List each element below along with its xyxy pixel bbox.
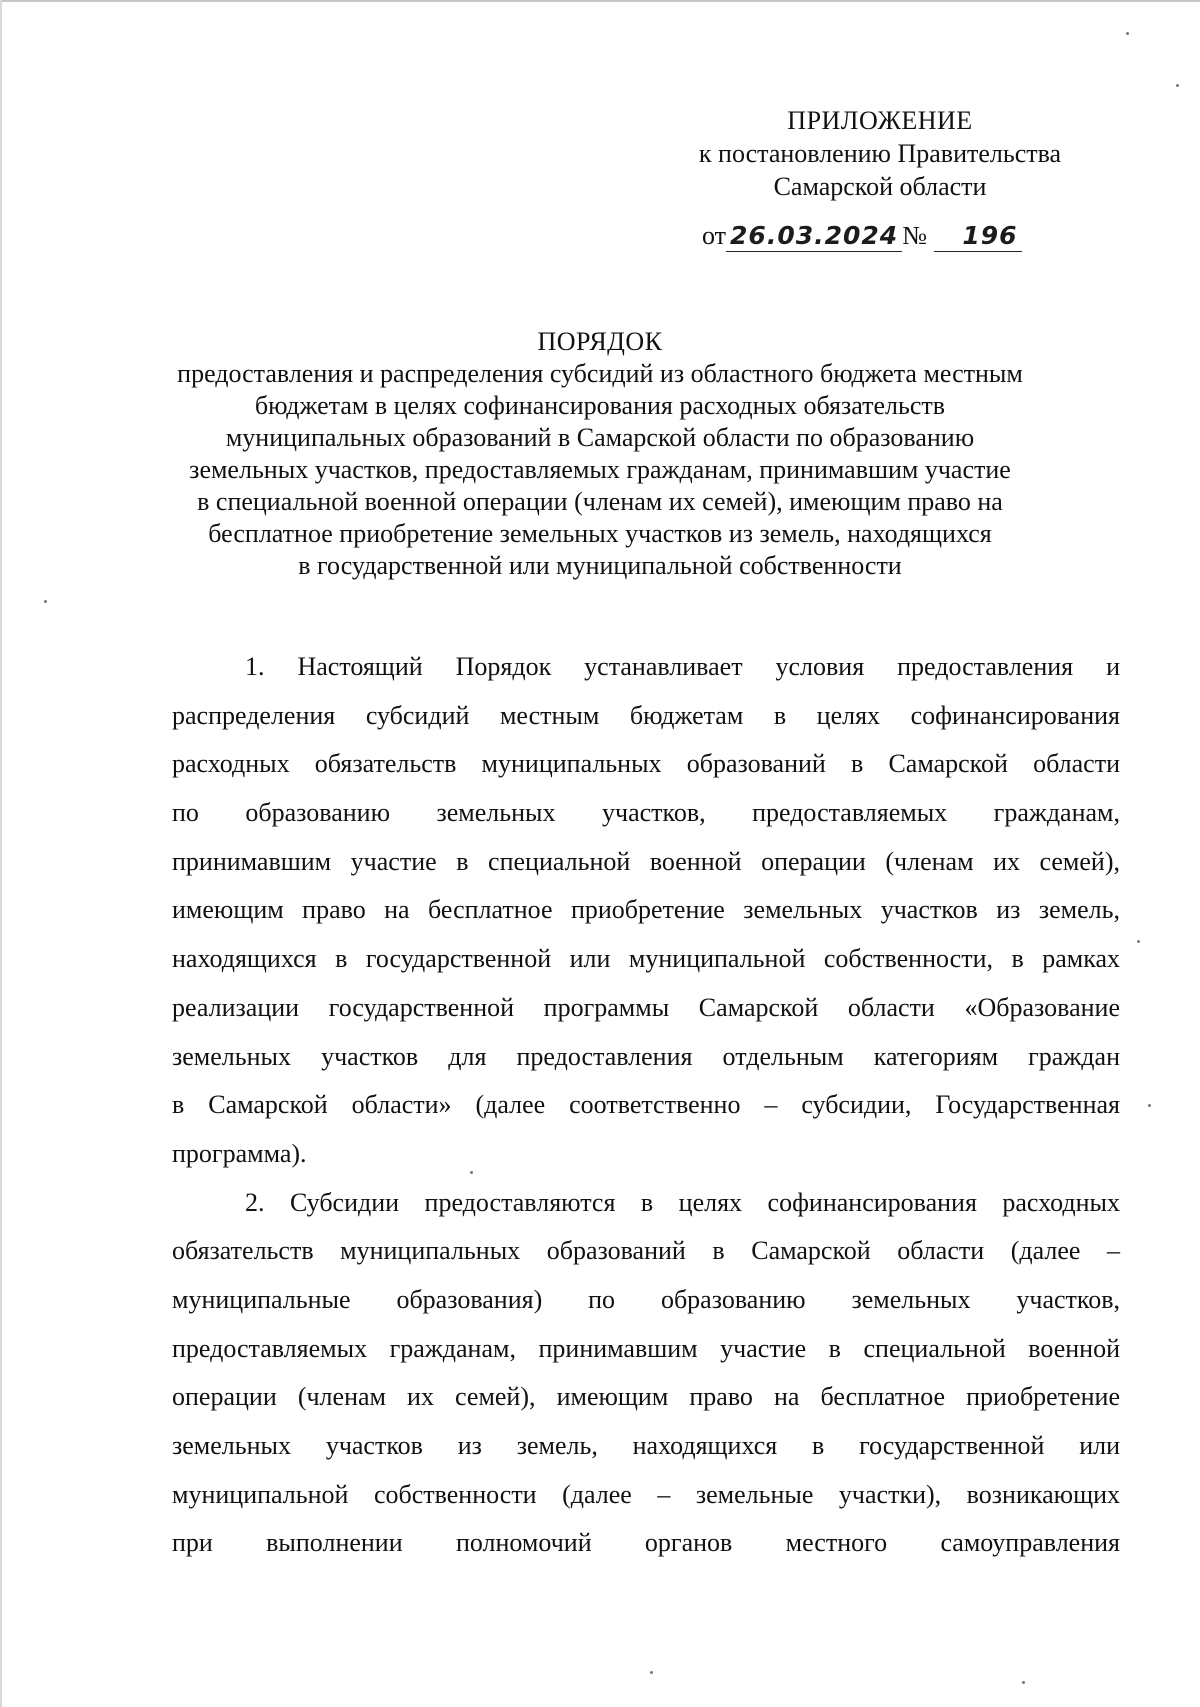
document-title-line: предоставления и распределения субсидий из областного бюджета местным: [177, 359, 1023, 388]
document-title-line: земельных участков, предоставляемых гражданам, принимавшим участие: [189, 455, 1011, 484]
document-body: [172, 643, 1120, 1568]
document-title-line: муниципальных образований в Самарской области по образованию: [225, 423, 975, 452]
paragraph-line: в Самарской области» (далее соответственно – субсидии, Государственная: [172, 1090, 1120, 1120]
scan-top-edge: [0, 0, 1200, 2]
resolution-date-number: [702, 221, 1022, 252]
paragraph-line: принимавшим участие в специальной военной операции (членам их семей),: [172, 846, 1120, 876]
paragraph-line: предоставляемых гражданам, принимавшим участие в специальной военной: [172, 1333, 1120, 1363]
paragraph-line: имеющим право на бесплатное приобретение земельных участков из земель,: [172, 895, 1120, 925]
paragraph-line: 1. Настоящий Порядок устанавливает условия предоставления и: [245, 652, 1120, 681]
paragraph-line: земельных участков для предоставления отдельным категориям граждан: [172, 1041, 1120, 1071]
paragraph-line: 2. Субсидии предоставляются в целях софинансирования расходных: [245, 1187, 1120, 1217]
paragraph-line: по образованию земельных участков, предоставляемых гражданам,: [172, 798, 1120, 828]
scan-speck: [1148, 1104, 1151, 1107]
paragraph-line: земельных участков из земель, находящихся в государственной или: [172, 1431, 1120, 1460]
scan-speck: [650, 1671, 653, 1674]
document-title-main: ПОРЯДОК: [537, 327, 663, 356]
handwritten-date: 26.03.2024: [726, 221, 902, 252]
paragraph-line: распределения субсидий местным бюджетам в целях софинансирования: [172, 700, 1120, 730]
paragraph-line: операции (членам их семей), имеющим право на бесплатное приобретение: [172, 1382, 1120, 1412]
paragraph-line: при выполнении полномочий органов местного самоуправления: [172, 1528, 1120, 1558]
scan-speck: [1176, 84, 1179, 87]
scan-left-edge: [0, 0, 2, 1707]
scan-speck: [44, 600, 47, 603]
scan-speck: [1126, 32, 1129, 35]
paragraph-line: программа).: [172, 1138, 307, 1168]
paragraph-line: расходных обязательств муниципальных образований в Самарской области: [172, 749, 1120, 779]
handwritten-number: 196: [934, 221, 1022, 252]
paragraph-line: реализации государственной программы Самарской области «Образование: [172, 992, 1120, 1022]
paragraph-line: муниципальной собственности (далее – земельные участки), возникающих: [172, 1479, 1120, 1509]
document-title-line: в государственной или муниципальной собственности: [298, 551, 902, 580]
appendix-header: [660, 104, 1100, 203]
appendix-line-2: Самарской области: [773, 172, 987, 201]
scan-speck: [1137, 940, 1140, 943]
document-title: [150, 326, 1050, 582]
appendix-line-1: к постановлению Правительства: [698, 139, 1062, 168]
scan-speck: [470, 1171, 473, 1174]
document-title-line: бесплатное приобретение земельных участков из земель, находящихся: [208, 519, 992, 548]
number-sign: №: [902, 221, 927, 250]
paragraph-line: муниципальные образования) по образованию земельных участков,: [172, 1284, 1120, 1314]
paragraph-line: находящихся в государственной или муниципальной собственности, в рамках: [172, 944, 1120, 974]
date-prefix: от: [702, 221, 727, 250]
paragraph-line: обязательств муниципальных образований в Самарской области (далее –: [172, 1236, 1120, 1266]
paragraph-2: [172, 1179, 1120, 1569]
paragraph-1: [172, 643, 1120, 1179]
document-title-line: бюджетам в целях софинансирования расходных обязательств: [254, 391, 946, 420]
appendix-title: ПРИЛОЖЕНИЕ: [787, 106, 973, 135]
document-title-line: в специальной военной операции (членам их семей), имеющим право на: [197, 487, 1003, 516]
scan-speck: [1022, 1681, 1025, 1684]
